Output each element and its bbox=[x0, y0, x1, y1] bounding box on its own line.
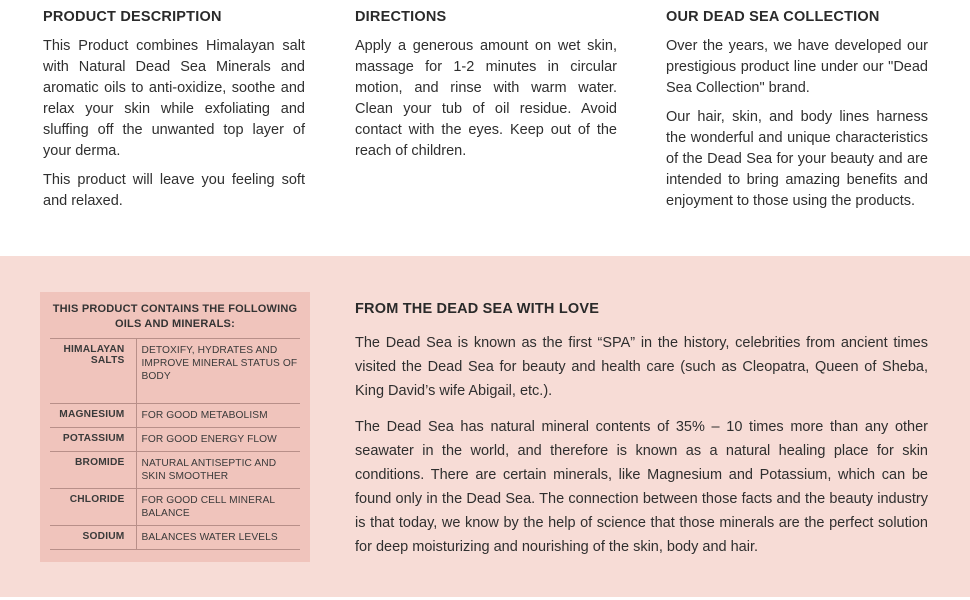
directions-heading: DIRECTIONS bbox=[355, 9, 447, 25]
table-row bbox=[50, 489, 300, 526]
minerals-card bbox=[40, 292, 310, 562]
collection-text-2: Our hair, skin, and body lines harness the wonderful and unique characteristics of the Dead Sea for your beauty and are intended to bring amazing benefits and enjoyment to those using the products. bbox=[666, 109, 928, 209]
table-row bbox=[50, 428, 300, 452]
collection-column bbox=[666, 9, 928, 220]
directions-column bbox=[355, 9, 617, 170]
table-row bbox=[50, 339, 300, 404]
bottom-section bbox=[0, 256, 970, 597]
mineral-name: POTASSIUM bbox=[50, 428, 136, 452]
product-description-text: This Product combines Himalayan salt with Natural Dead Sea Minerals and aromatic oils to anti-oxidize, soothe and relax your skin while exfoliating and sluffing off the unwanted top layer of your derma. bbox=[43, 38, 305, 159]
mineral-benefit: FOR GOOD METABOLISM bbox=[136, 404, 300, 428]
product-description-column bbox=[43, 9, 305, 220]
mineral-benefit: NATURAL ANTISEPTIC AND SKIN SMOOTHER bbox=[136, 452, 300, 489]
collection-heading: OUR DEAD SEA COLLECTION bbox=[666, 9, 880, 25]
mineral-name: SODIUM bbox=[50, 526, 136, 550]
table-row bbox=[50, 404, 300, 428]
table-row bbox=[50, 452, 300, 489]
mineral-name: MAGNESIUM bbox=[50, 404, 136, 428]
mineral-benefit: BALANCES WATER LEVELS bbox=[136, 526, 300, 550]
collection-text: Over the years, we have developed our prestigious product line under our "Dead Sea Collection" brand. bbox=[666, 38, 928, 96]
minerals-table bbox=[50, 338, 300, 550]
mineral-benefit: FOR GOOD CELL MINERAL BALANCE bbox=[136, 489, 300, 526]
love-text: The Dead Sea is known as the first “SPA” in the history, celebrities from ancient times visited the Dead Sea for beauty and health care (such as Cleopatra, Queen of Sheba, King David’s wife Abigail, etc.). bbox=[355, 335, 928, 399]
love-heading: FROM THE DEAD SEA WITH LOVE bbox=[355, 301, 600, 317]
table-row bbox=[50, 526, 300, 550]
minerals-card-title: THIS PRODUCT CONTAINS THE FOLLOWING OILS AND MINERALS: bbox=[52, 303, 298, 330]
mineral-benefit: DETOXIFY, HYDRATES AND IMPROVE MINERAL STATUS OF BODY bbox=[136, 339, 300, 404]
product-description-text-2: This product will leave you feeling soft and relaxed. bbox=[43, 172, 305, 209]
product-description-heading: PRODUCT DESCRIPTION bbox=[43, 9, 222, 25]
mineral-benefit: FOR GOOD ENERGY FLOW bbox=[136, 428, 300, 452]
love-text-2: The Dead Sea has natural mineral contents of 35% – 10 times more than any other seawater in the world, and therefore is known as a natural healing place for skin conditions. There are certain minerals, like Magnesium and Potassium, which can be found only in the Dead Sea. The connection between those facts and the beauty industry is that today, we know by the help of science that those minerals are the perfect solution for deep moisturizing and nourishing of the skin, body and hair. bbox=[355, 419, 928, 555]
dead-sea-love-section bbox=[355, 301, 928, 571]
mineral-name: CHLORIDE bbox=[50, 489, 136, 526]
top-section bbox=[0, 0, 970, 256]
mineral-name: BROMIDE bbox=[50, 452, 136, 489]
mineral-name: HIMALAYAN SALTS bbox=[50, 339, 136, 404]
directions-text: Apply a generous amount on wet skin, massage for 1-2 minutes in circular motion, and rinse with warm water. Clean your tub of oil residue. Avoid contact with the eyes. Keep out of the reach of children. bbox=[355, 38, 617, 159]
